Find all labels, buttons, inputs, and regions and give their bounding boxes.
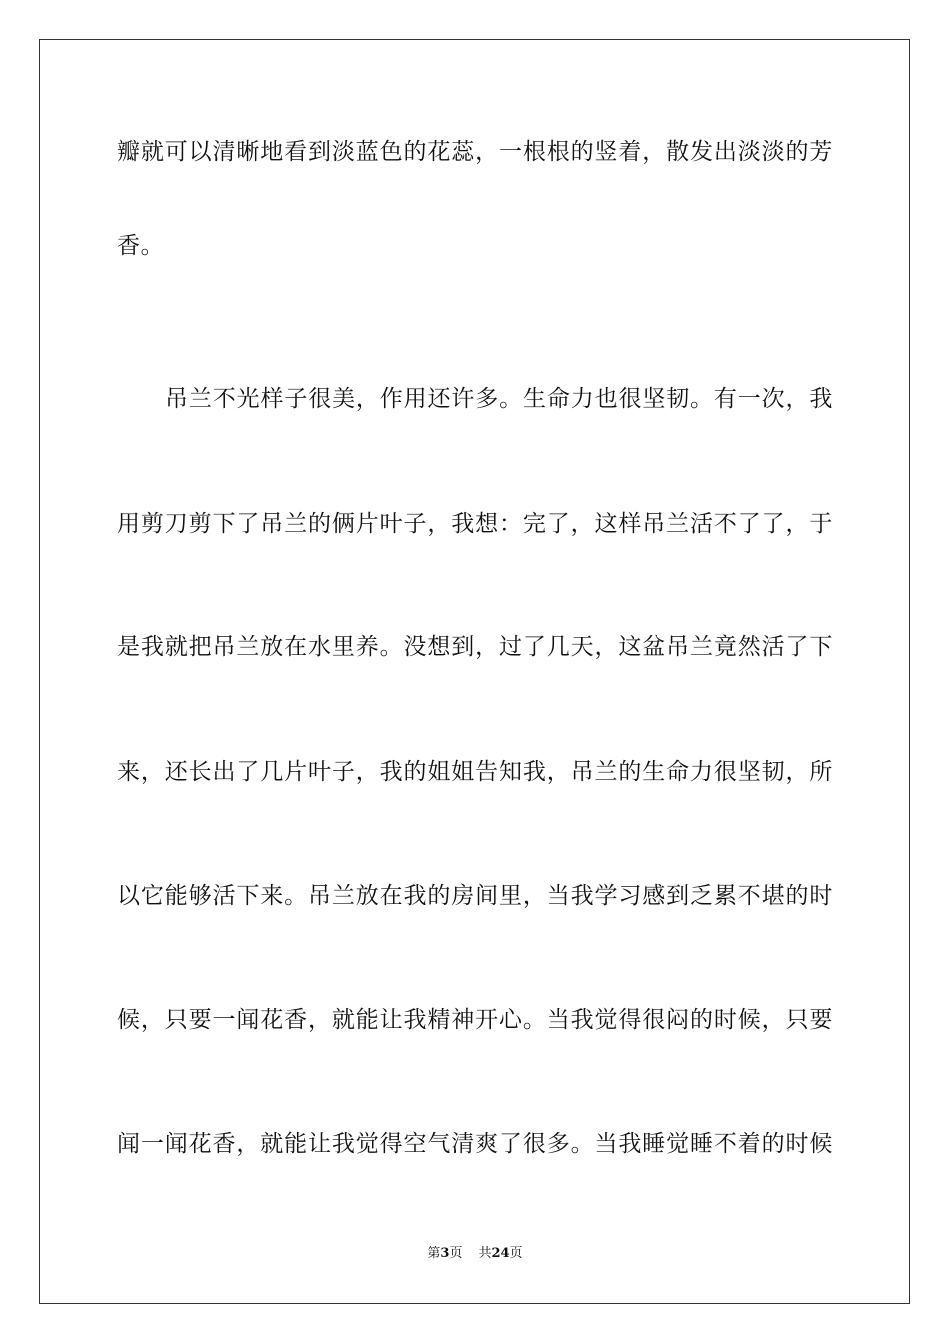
body-text-line: 瓣就可以清晰地看到淡蓝色的花蕊，一根根的竖着，散发出淡淡的芳 [117,139,833,165]
body-text-line: 以它能够活下来。吊兰放在我的房间里，当我学习感到乏累不堪的时 [117,883,833,909]
body-text-line: 来，还长出了几片叶子，我的姐姐告知我，吊兰的生命力很坚韧，所 [117,759,833,785]
paragraph-start-line: 吊兰不光样子很美，作用还许多。生命力也很坚韧。有一次，我 [165,386,833,412]
total-pages: 共24页 [478,1246,523,1261]
body-text-line: 香。 [117,233,165,259]
body-text-line: 用剪刀剪下了吊兰的俩片叶子，我想：完了，这样吊兰活不了了，于 [117,511,833,537]
body-text-line: 是我就把吊兰放在水里养。没想到，过了几天，这盆吊兰竟然活了下 [117,634,833,660]
body-text-line: 候，只要一闻花香，就能让我精神开心。当我觉得很闷的时候，只要 [117,1007,833,1033]
page-footer [0,1245,950,1263]
page-number: 第3页 [427,1246,463,1261]
body-text-line: 闻一闻花香，就能让我觉得空气清爽了很多。当我睡觉睡不着的时候 [117,1131,833,1157]
